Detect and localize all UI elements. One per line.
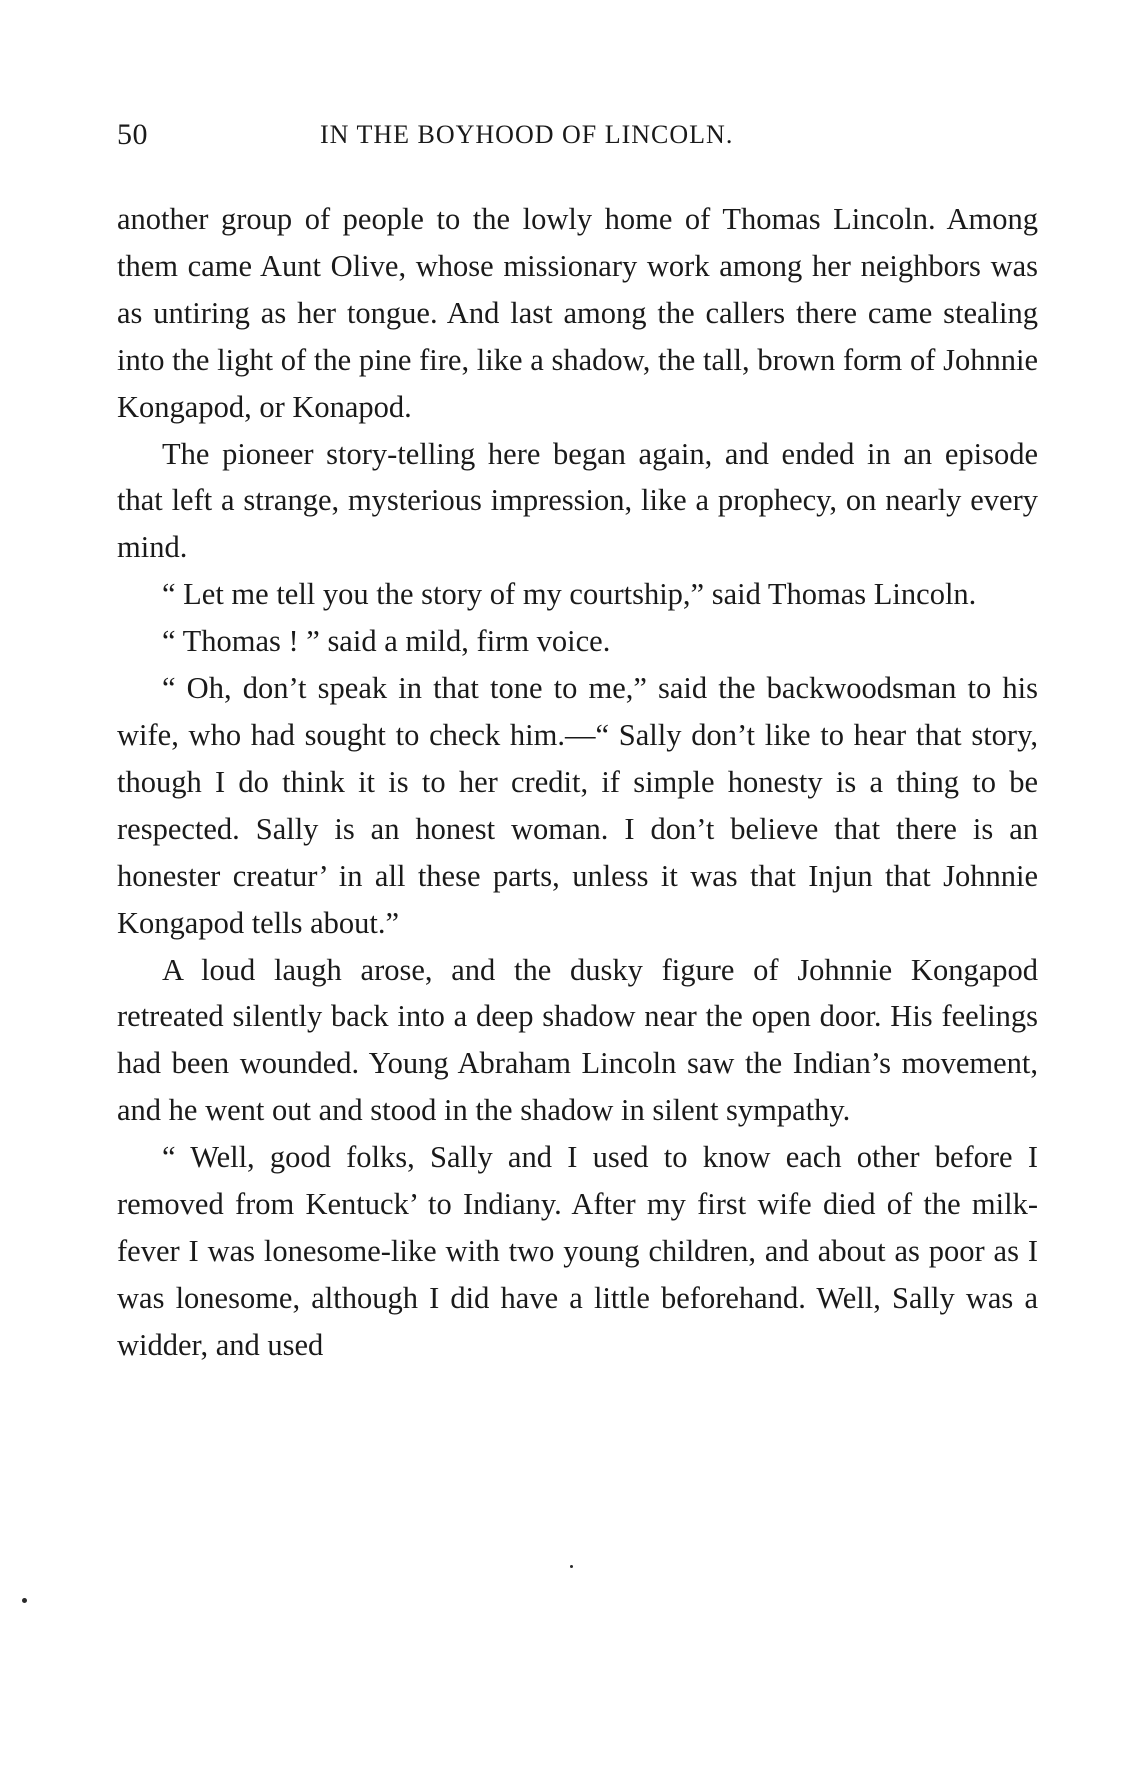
paragraph: “ Let me tell you the story of my courtship,” said Thomas Lincoln. [162, 577, 977, 612]
running-title: IN THE BOYHOOD OF LINCOLN. [320, 120, 734, 149]
page-header [117, 118, 1037, 158]
paragraph: “ Well, good folks, Sally and I used to know each other before I removed from Kentuck’ to Indiany. After my first wife died of the milk-fever I was lonesome-like with two young children, and about as poor as I was lonesome, although I did have a little beforehand. Well, Sally was a widder, and used [117, 1140, 1038, 1362]
ink-speck [22, 1598, 27, 1603]
ink-speck [570, 1565, 573, 1568]
paragraph-continuation: another group of people to the lowly home of Thomas Lincoln. Among them came Aunt Olive, whose missionary work among her neighbors was as untiring as her tongue. And last among the callers there came stealing into the light of the pine fire, like a shadow, the tall, brown form of Johnnie Kongapod, or Konapod. [117, 202, 1038, 424]
page-number: 50 [117, 118, 148, 151]
paragraph: A loud laugh arose, and the dusky figure of Johnnie Kongapod retreated silently back into a deep shadow near the open door. His feelings had been wounded. Young Abraham Lincoln saw the Indian’s movement, and he went out and stood in the shadow in silent sympathy. [117, 952, 1038, 1128]
paragraph: “ Thomas ! ” said a mild, firm voice. [162, 624, 611, 659]
paragraph: The pioneer story-telling here began again, and ended in an episode that left a strange, mysterious impression, like a prophecy, on nearly every mind. [117, 436, 1038, 565]
paragraph: “ Oh, don’t speak in that tone to me,” said the backwoodsman to his wife, who had sought to check him.—“ Sally don’t like to hear that story, though I do think it is to her credit, if simple honesty is a thing to be respected. Sally is an honest woman. I don’t believe that there is an honester creatur’ in all these parts, unless it was that Injun that Johnnie Kongapod tells about.” [117, 671, 1038, 940]
body-text [117, 196, 1038, 1369]
